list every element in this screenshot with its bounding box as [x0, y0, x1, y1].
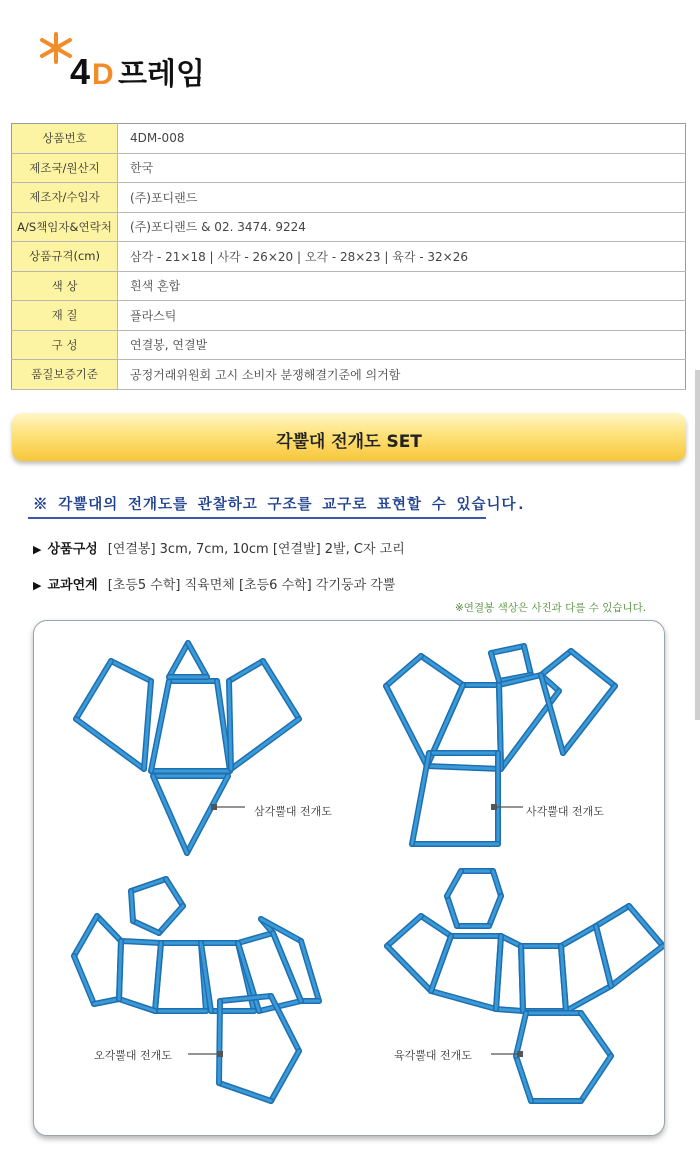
- connector-rod-fill: [151, 681, 169, 771]
- curriculum-text: [초등5 수학] 직육면체 [초등6 수학] 각기둥과 각뿔: [107, 578, 396, 593]
- connector-rod-fill: [219, 1083, 271, 1101]
- composition-label: 상품구성: [47, 542, 98, 557]
- spec-value: 공정거래위원회 고시 소비자 분쟁해결기준에 의거함: [118, 360, 686, 390]
- asterisk-icon: [42, 34, 70, 62]
- connector-rod-fill: [561, 926, 596, 946]
- connector-rod-fill: [119, 999, 155, 1011]
- connector-rod-fill: [611, 946, 663, 986]
- connector-rod-fill: [153, 776, 187, 853]
- label-leader-dot: [211, 804, 217, 810]
- color-note: ※연결봉 색상은 사진과 다를 수 있습니다.: [455, 602, 647, 614]
- banner-title: 각뿔대 전개도 SET: [276, 432, 422, 452]
- connector-rod-fill: [74, 956, 94, 1004]
- connector-rod-fill: [447, 871, 461, 896]
- spec-key: 제조국/원산지: [12, 153, 118, 183]
- connector-rod-fill: [131, 891, 133, 921]
- connector-rod-fill: [421, 656, 463, 685]
- connector-rod-fill: [133, 921, 159, 933]
- label-leader-dot: [517, 1051, 523, 1057]
- connector-rod-fill: [74, 916, 97, 956]
- spec-row: [12, 124, 686, 154]
- triangle-bullet-icon: ▶: [33, 543, 42, 556]
- spec-value: 4DM-008: [118, 124, 686, 154]
- connector-rod-fill: [596, 906, 629, 926]
- heading-underline: [28, 517, 486, 519]
- svg-text:프레임: 프레임: [118, 57, 205, 92]
- connector-rod-fill: [229, 681, 231, 769]
- section-heading: ※ 각뿔대의 전개도를 관찰하고 구조를 교구로 표현할 수 있습니다.: [33, 497, 527, 513]
- spec-row: [12, 153, 686, 183]
- svg-text:4: 4: [70, 51, 91, 92]
- connector-rod-fill: [231, 719, 299, 769]
- connector-rod-fill: [159, 906, 183, 933]
- triangle-bullet-icon: ▶: [33, 579, 42, 592]
- curriculum-row: [33, 574, 395, 593]
- connector-rod-fill: [581, 1013, 611, 1056]
- connector-rod-fill: [581, 1056, 611, 1101]
- connector-rod-fill: [541, 651, 571, 675]
- label-leader-dot: [217, 1051, 223, 1057]
- connector-rod-fill: [421, 916, 451, 936]
- pentagon-net-label: 오각뿔대 전개도: [94, 1049, 172, 1062]
- connector-rod-fill: [119, 941, 121, 999]
- spec-key: 품질보증기준: [12, 360, 118, 390]
- spec-row: [12, 271, 686, 301]
- diagram-panel: [33, 620, 665, 1136]
- connector-rod-fill: [131, 879, 166, 891]
- spec-value: 삼각 - 21×18 | 사각 - 26×20 | 오각 - 28×23 | 육각 - 32×26: [118, 242, 686, 272]
- connector-rod-fill: [571, 651, 615, 686]
- square-net-label: 사각뿔대 전개도: [526, 805, 604, 818]
- spec-row: [12, 212, 686, 242]
- connector-rod-fill: [219, 1001, 220, 1083]
- connector-rod-fill: [501, 936, 521, 946]
- connector-rod-fill: [121, 941, 161, 943]
- spec-value: (주)포디랜드 & 02. 3474. 9224: [118, 212, 686, 242]
- connector-rod-fill: [229, 661, 263, 681]
- spec-key: A/S책임자&연락처: [12, 212, 118, 242]
- connector-rod-fill: [166, 879, 183, 906]
- scrollbar[interactable]: [695, 370, 700, 720]
- label-leader-dot: [491, 804, 497, 810]
- brand-logo: [36, 32, 236, 96]
- connector-rod-fill: [447, 896, 457, 926]
- spec-value: 흰색 혼합: [118, 271, 686, 301]
- spec-key: 제조자/수입자: [12, 183, 118, 213]
- spec-key: 색 상: [12, 271, 118, 301]
- connector-rod-fill: [431, 991, 496, 1009]
- connector-rod-fill: [76, 719, 144, 769]
- spec-row: [12, 330, 686, 360]
- connector-rod-fill: [271, 1051, 299, 1101]
- composition-row: [33, 538, 405, 557]
- connector-rod-fill: [387, 916, 421, 946]
- connector-rod-fill: [563, 686, 615, 753]
- section-banner: [12, 413, 686, 461]
- spec-key: 상품규격(cm): [12, 242, 118, 272]
- connector-rod-fill: [273, 933, 301, 1001]
- connector-rod-fill: [301, 941, 319, 1001]
- connector-rod-fill: [188, 643, 207, 677]
- connector-rod-fill: [187, 776, 228, 853]
- connector-rod-fill: [412, 753, 429, 844]
- connector-rod-fill: [521, 946, 523, 1011]
- connector-rod-fill: [566, 986, 611, 1011]
- spec-key: 재 질: [12, 301, 118, 331]
- hexagon-net-label: 육각뿔대 전개도: [394, 1049, 472, 1062]
- connector-rod-fill: [169, 643, 188, 677]
- connector-rod-fill: [489, 896, 501, 926]
- connector-rod-fill: [263, 661, 299, 719]
- spec-value: 플라스틱: [118, 301, 686, 331]
- connector-rod-fill: [387, 946, 431, 991]
- connector-rod-fill: [516, 1013, 526, 1056]
- connector-rod-fill: [496, 1009, 523, 1011]
- composition-text: [연결봉] 3cm, 7cm, 10cm [연결발] 2발, C자 고리: [107, 542, 405, 557]
- spec-value: (주)포디랜드: [118, 183, 686, 213]
- svg-text:D: D: [92, 58, 114, 91]
- spec-row: [12, 183, 686, 213]
- connector-rod-fill: [431, 936, 451, 991]
- curriculum-label: 교과연계: [47, 578, 98, 593]
- connector-rod-fill: [97, 916, 121, 941]
- connector-rod-fill: [111, 661, 151, 681]
- spec-row: [12, 301, 686, 331]
- connector-rod-fill: [629, 906, 663, 946]
- connector-rod-fill: [76, 661, 111, 719]
- triangle-net-label: 삼각뿔대 전개도: [254, 805, 332, 818]
- spec-value: 연결봉, 연결발: [118, 330, 686, 360]
- spec-value: 한국: [118, 153, 686, 183]
- spec-key: 상품번호: [12, 124, 118, 154]
- spec-key: 구 성: [12, 330, 118, 360]
- spec-row: [12, 360, 686, 390]
- product-spec-table: [11, 123, 686, 390]
- connector-rod-fill: [596, 926, 611, 986]
- connector-rod-fill: [386, 656, 421, 686]
- connector-rod-fill: [516, 1056, 531, 1101]
- connector-rod-fill: [386, 686, 427, 766]
- connector-rod-fill: [238, 933, 273, 943]
- spec-row: [12, 242, 686, 272]
